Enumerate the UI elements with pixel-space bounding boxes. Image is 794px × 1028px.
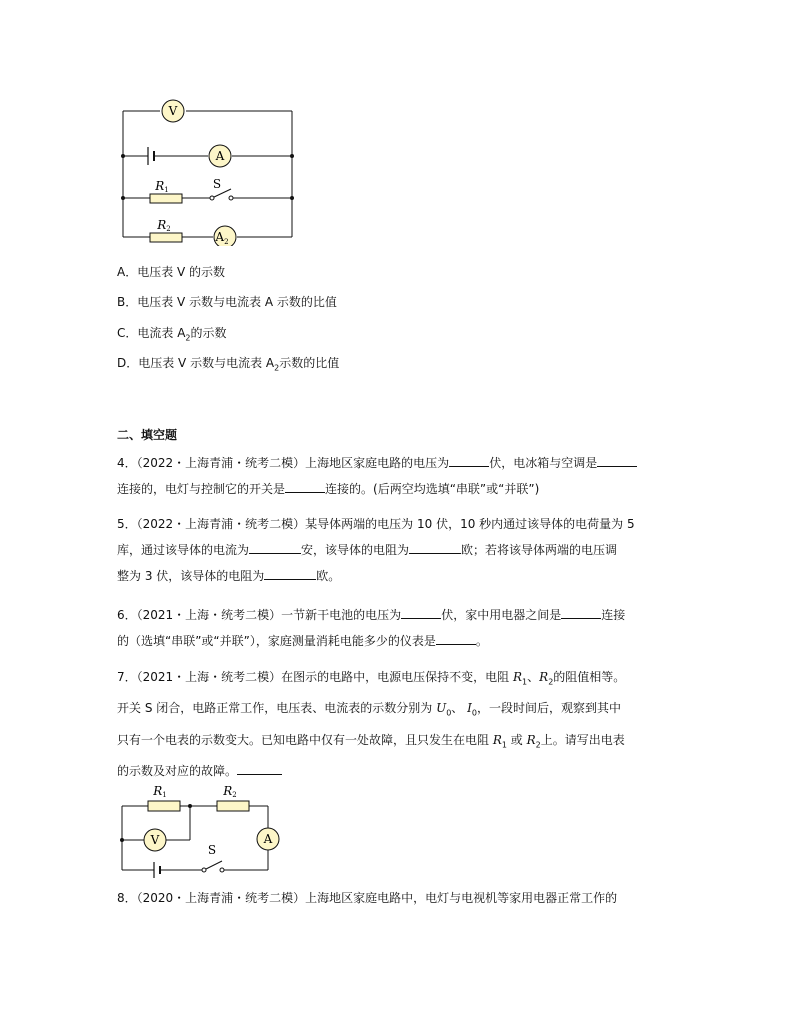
q7-symbol: U: [436, 701, 447, 716]
option-c-text: C．电流表 A: [117, 326, 186, 340]
question-7: [117, 664, 679, 784]
q8-text: 8．（2020・上海青浦・统考二模）上海地区家庭电路中，电灯与电视机等家用电器正常工作的: [117, 891, 618, 905]
q4-text: 连接的。(后两空均选填“串联”或“并联”): [325, 482, 540, 496]
option-a: A．电压表 V 的示数: [117, 265, 226, 279]
ammeter-label: A: [263, 832, 273, 846]
ammeter-a2-label: $A_2$: [215, 230, 229, 246]
switch-contact: [210, 196, 214, 200]
q7-text: 、: [527, 670, 540, 684]
question-5: [117, 511, 679, 589]
junction-dot: [121, 196, 125, 200]
q6-text: 连接: [601, 608, 626, 622]
junction-dot: [290, 154, 294, 158]
resistor-r1: [148, 801, 180, 811]
q7-text: 上。请写出电表: [540, 732, 625, 747]
ammeter-label: A: [215, 149, 225, 163]
question-4: [117, 450, 679, 502]
resistor-r1-label: R1: [153, 784, 167, 799]
q7-text: 只有一个电表的示数变大。已知电路中仅有一处故障，且只发生在电阻: [117, 732, 493, 747]
q7-symbol: R: [526, 732, 536, 747]
switch-label: S: [212, 177, 222, 191]
q7-sub: 1: [501, 740, 507, 750]
q7-symbol: R: [539, 670, 549, 684]
q7-sub: 2: [535, 740, 541, 750]
question-6: [117, 602, 679, 654]
q7-text: ，一段时间后，观察到其中: [476, 701, 621, 716]
q5-text: 库，通过该导体的电流为: [117, 543, 250, 557]
q5-text: 欧。: [316, 569, 341, 583]
answer-blank[interactable]: [264, 567, 316, 580]
q7-sub: 0: [446, 708, 452, 718]
switch-label: S: [207, 843, 217, 857]
q7-text: 7．（2021・上海・统考二模）在图示的电路中，电源电压保持不变，电阻: [117, 670, 513, 684]
q4-text: 伏，电冰箱与空调是: [489, 456, 598, 470]
q7-symbol: I: [467, 701, 472, 716]
q7-text: 开关 S 闭合，电路正常工作，电压表、电流表的示数分别为: [117, 701, 437, 716]
q7-text: 的阻值相等。: [553, 670, 626, 684]
q7-symbol: R: [513, 670, 523, 684]
voltmeter-label: V: [150, 833, 160, 847]
q6-text: 伏，家中用电器之间是: [441, 608, 562, 622]
q6-text: 6．（2021・上海・统考二模）一节新干电池的电压为: [117, 608, 402, 622]
q6-text: 的（选填“串联”或“并联”），家庭测量消耗电能多少的仪表是: [117, 634, 436, 648]
question-8: [117, 885, 679, 911]
answer-blank[interactable]: [449, 454, 489, 467]
q5-text: 5．（2022・上海青浦・统考二模）某导体两端的电压为 10 伏，10 秒内通过该导体的电荷量为 5: [117, 517, 635, 531]
resistor-r2-label: R2: [223, 784, 237, 799]
option-c-sub: 2: [185, 333, 191, 343]
resistor-r2-label: R2: [157, 218, 171, 233]
q7-text: 、: [451, 701, 468, 716]
resistor-r2: [150, 233, 182, 242]
option-c: [117, 325, 227, 346]
q4-text: 连接的，电灯与控制它的开关是: [117, 482, 286, 496]
answer-blank[interactable]: [249, 541, 301, 554]
resistor-r1-label: R1: [155, 179, 169, 194]
answer-blank[interactable]: [237, 762, 282, 775]
resistor-r1: [150, 194, 182, 203]
answer-blank[interactable]: [436, 632, 476, 645]
answer-blank[interactable]: [285, 480, 325, 493]
answer-blank[interactable]: [597, 454, 637, 467]
q7-sub: 0: [471, 708, 477, 718]
q7-symbol: R: [492, 732, 502, 747]
answer-blank[interactable]: [561, 606, 601, 619]
q6-text: 。: [475, 634, 488, 648]
circuit-diagram-1: [110, 94, 310, 246]
option-d-text: D．电压表 V 示数与电流表 A: [117, 356, 275, 370]
switch-contact: [202, 868, 206, 872]
q7-text: 或: [506, 732, 527, 747]
q5-text: 整为 3 伏，该导体的电阻为: [117, 569, 265, 583]
switch-contact: [229, 196, 233, 200]
q5-text: 安，该导体的电阻为: [301, 543, 410, 557]
q4-text: 4．（2022・上海青浦・统考二模）上海地区家庭电路的电压为: [117, 456, 450, 470]
option-c-text-end: 的示数: [190, 326, 227, 340]
resistor-r2: [217, 801, 249, 811]
junction-dot: [120, 838, 124, 842]
voltmeter-label: V: [168, 104, 178, 118]
q5-text: 欧；若将该导体两端的电压调: [461, 543, 618, 557]
junction-dot: [121, 154, 125, 158]
answer-blank[interactable]: [409, 541, 461, 554]
option-d-text-end: 示数的比值: [279, 356, 340, 370]
option-d-sub: 2: [274, 363, 280, 373]
circuit-diagram-2: [112, 780, 292, 880]
q7-text: 的示数及对应的故障。: [117, 764, 238, 779]
option-b: B．电压表 V 示数与电流表 A 示数的比值: [117, 295, 337, 309]
junction-dot: [290, 196, 294, 200]
switch-contact: [220, 868, 224, 872]
answer-blank[interactable]: [401, 606, 441, 619]
option-d: [117, 355, 339, 376]
section-title: 二、填空题: [117, 428, 178, 442]
q7-sub: 2: [548, 677, 554, 687]
junction-dot: [188, 804, 192, 808]
q7-sub: 1: [522, 677, 528, 687]
